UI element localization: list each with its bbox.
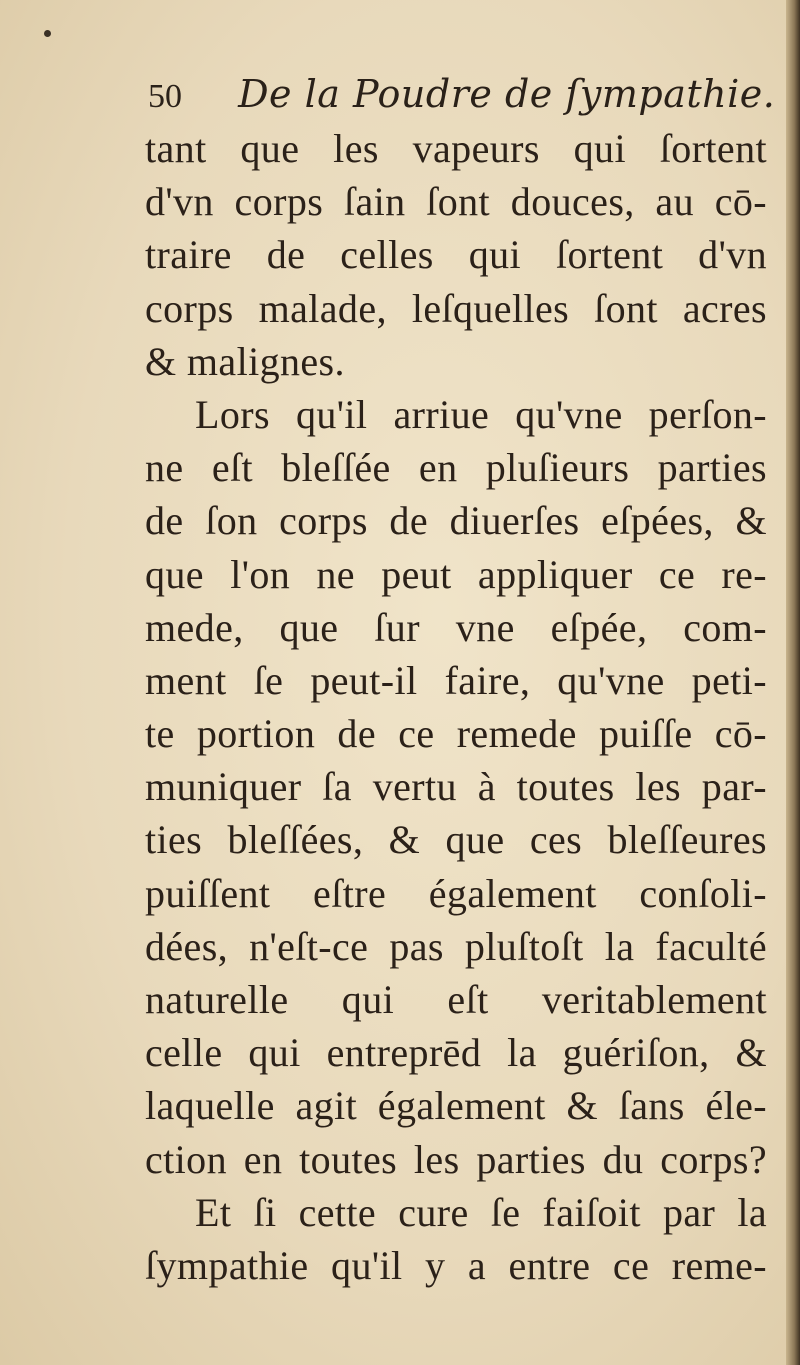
text-line: naturelle qui eſt veritablement bbox=[145, 977, 767, 1022]
text-line: celle qui entreprēd la guériſon, & bbox=[145, 1030, 767, 1076]
text-line: ſympathie qu'il y a entre ce reme- bbox=[145, 1242, 767, 1288]
running-title: De la Poudre de ſympathie. bbox=[238, 72, 776, 116]
text-line: muniquer ſa vertu à toutes les par- bbox=[145, 764, 767, 810]
body-text bbox=[145, 122, 767, 1292]
text-line: dées, n'eſt-ce pas pluſtoſt la faculté bbox=[145, 923, 767, 969]
ink-speck bbox=[44, 30, 51, 37]
text-line: te portion de ce remede puiſſe cō- bbox=[145, 711, 767, 757]
text-line: traire de celles qui ſortent d'vn bbox=[145, 232, 767, 278]
text-line: mede, que ſur vne eſpée, com- bbox=[145, 604, 767, 650]
page-header bbox=[148, 66, 776, 122]
text-line: corps malade, leſquelles ſont acres bbox=[145, 285, 767, 331]
text-line: ment ſe peut-il faire, qu'vne peti- bbox=[145, 657, 767, 703]
text-line: ties bleſſées, & que ces bleſſeures bbox=[145, 817, 767, 863]
text-line: puiſſent eſtre également conſoli- bbox=[145, 870, 767, 916]
text-line: ne eſt bleſſée en pluſieurs parties bbox=[145, 445, 767, 491]
page-number: 50 bbox=[148, 78, 182, 115]
text-line: tant que les vapeurs qui ſortent bbox=[145, 126, 767, 171]
text-line: & malignes. bbox=[145, 338, 345, 384]
page-gutter-shadow bbox=[786, 0, 800, 1365]
text-line: Et ſi cette cure ſe faiſoit par la bbox=[195, 1189, 767, 1235]
text-line: ction en toutes les parties du corps? bbox=[145, 1136, 767, 1182]
text-line: que l'on ne peut appliquer ce re- bbox=[145, 551, 767, 597]
text-line: d'vn corps ſain ſont douces, au cō- bbox=[145, 179, 767, 225]
text-line: Lors qu'il arriue qu'vne perſon- bbox=[195, 391, 767, 437]
text-line: de ſon corps de diuerſes eſpées, & bbox=[145, 498, 767, 544]
text-line: laquelle agit également & ſans éle- bbox=[145, 1083, 767, 1129]
